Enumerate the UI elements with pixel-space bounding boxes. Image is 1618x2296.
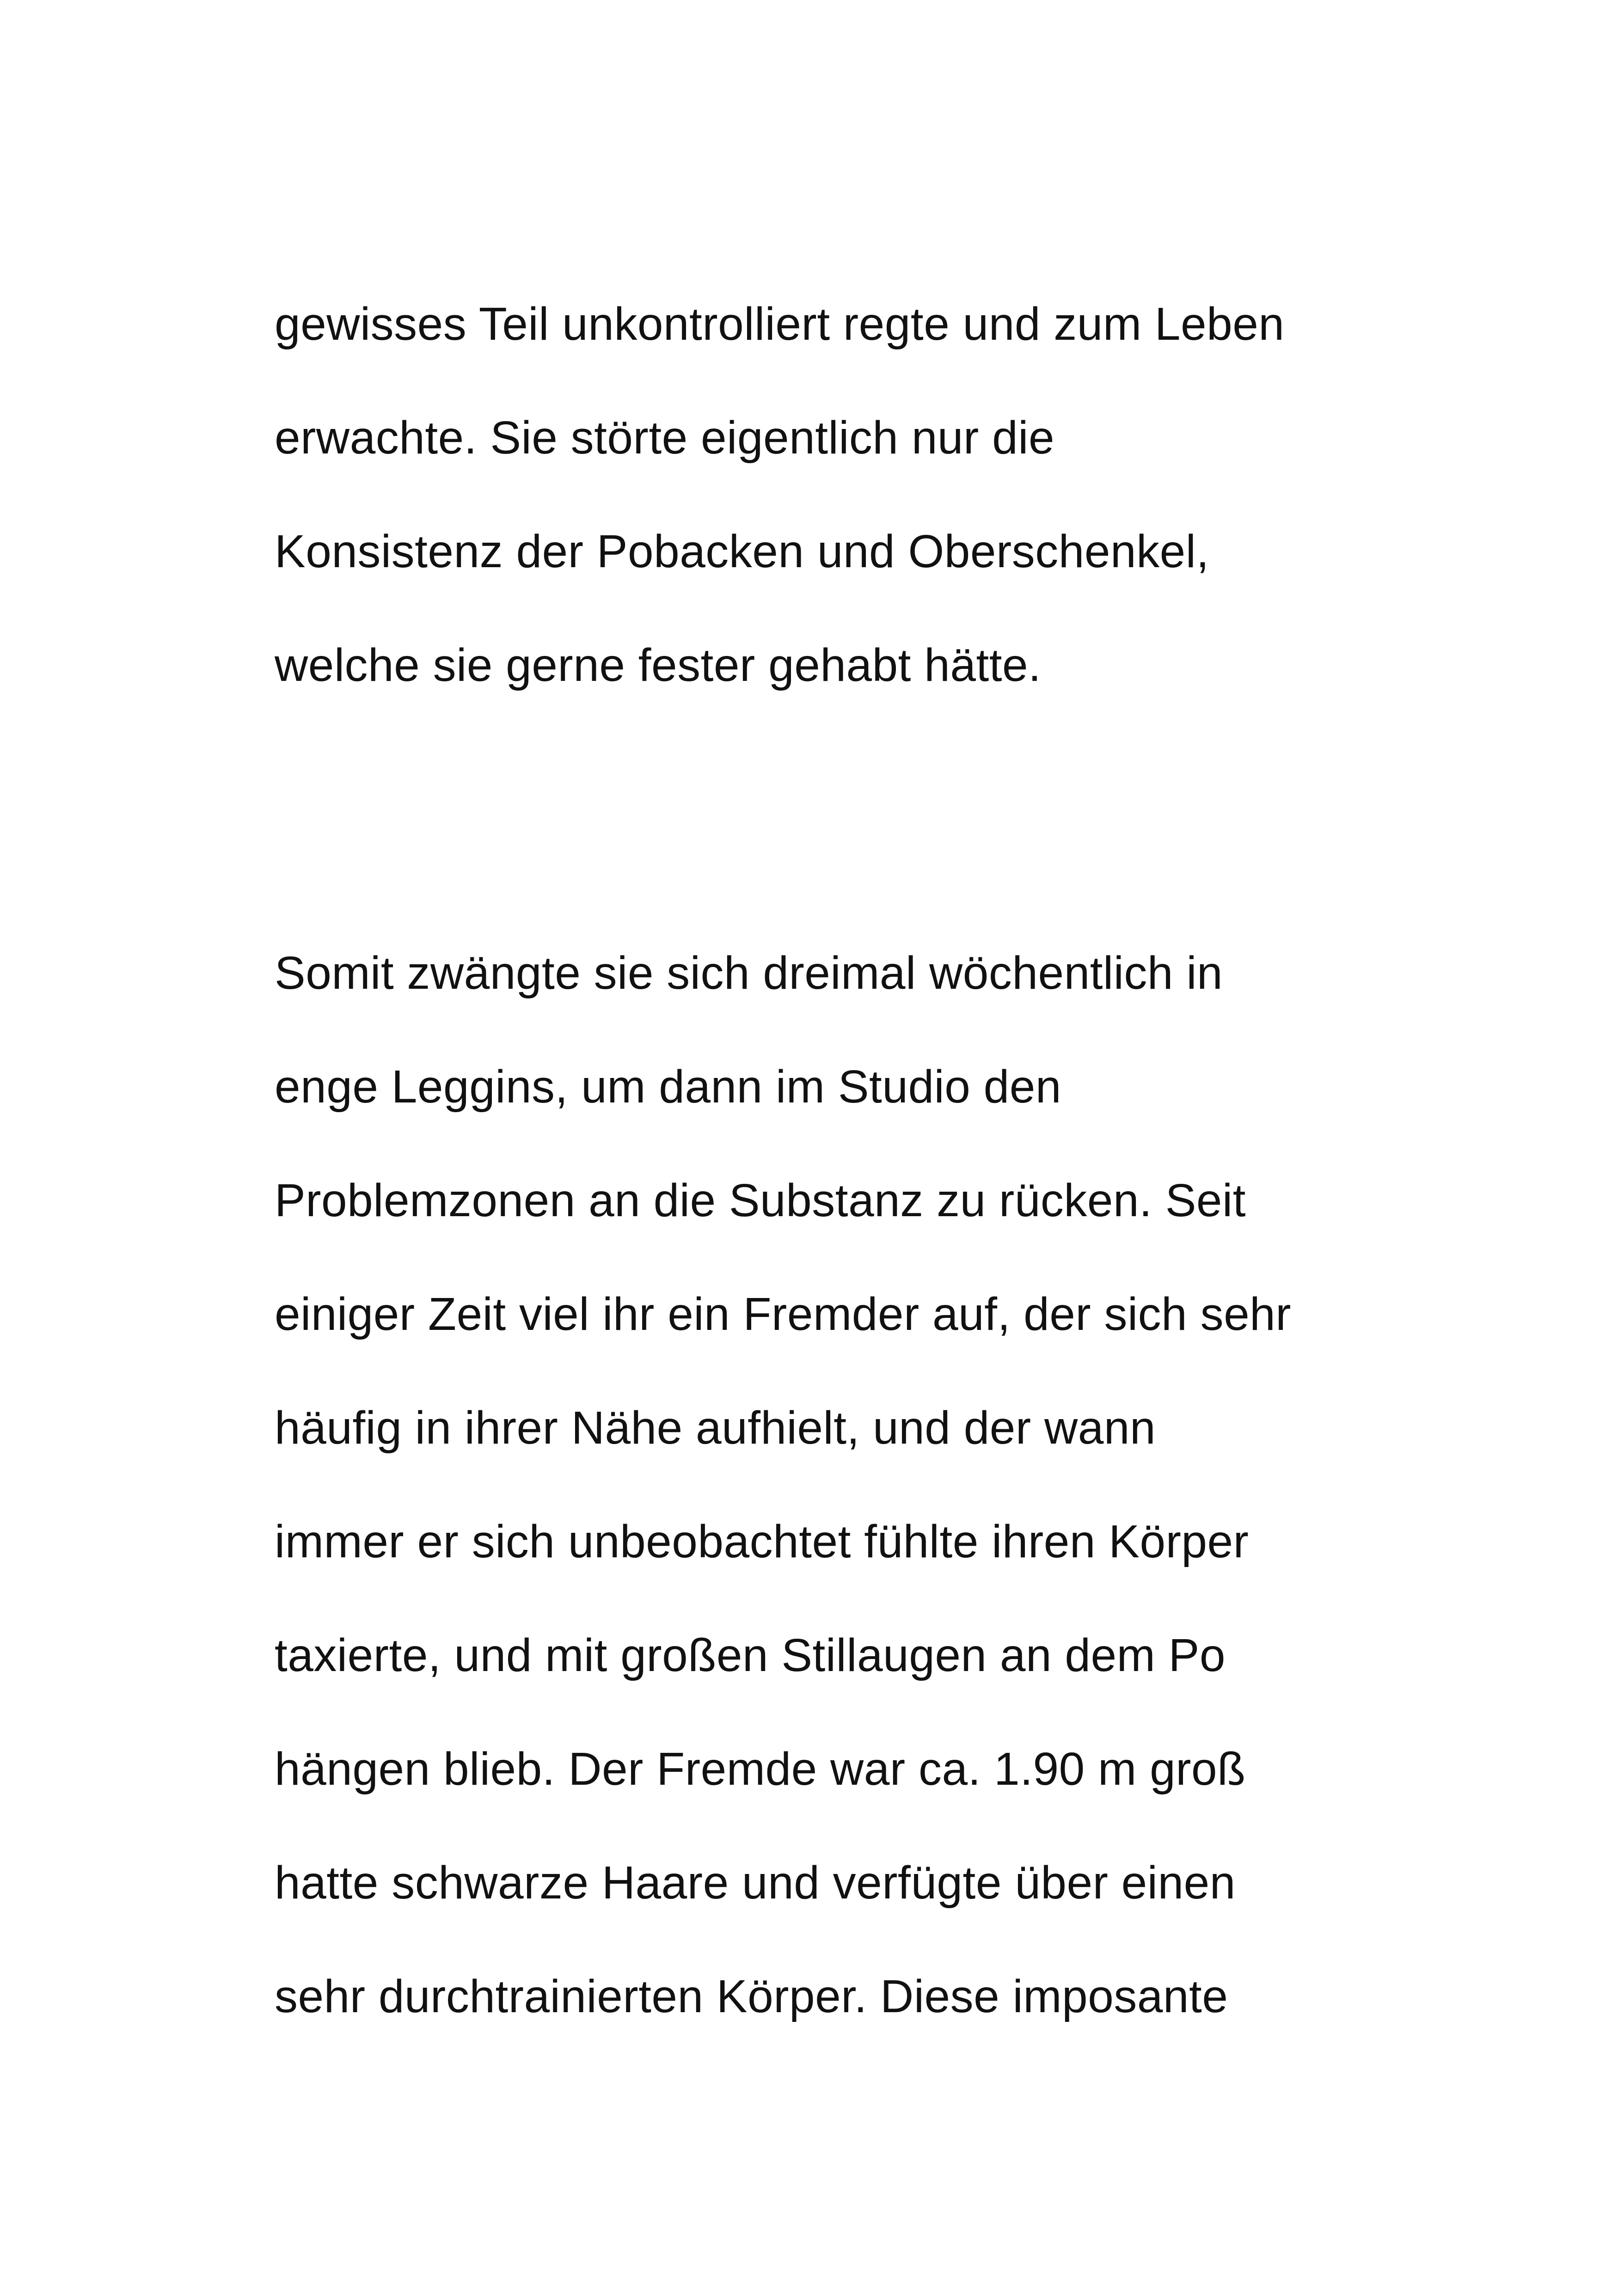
text-line: enge Leggins, um dann im Studio den	[275, 1061, 1062, 1113]
text-line: immer er sich unbeobachtet fühlte ihren Körper	[275, 1516, 1249, 1567]
paragraph-1	[275, 267, 1430, 722]
text-line: erwachte. Sie störte eigentlich nur die	[275, 412, 1055, 464]
text-line: einiger Zeit viel ihr ein Fremder auf, der sich sehr	[275, 1288, 1292, 1340]
text-line: Konsistenz der Pobacken und Oberschenkel,	[275, 526, 1209, 577]
text-line: hängen blieb. Der Fremde war ca. 1.90 m groß	[275, 1743, 1246, 1795]
text-line: häufig in ihrer Nähe aufhielt, und der wann	[275, 1402, 1156, 1454]
text-line: sehr durchtrainierten Körper. Diese imposante	[275, 1971, 1228, 2022]
text-line: Somit zwängte sie sich dreimal wöchentlich in	[275, 947, 1223, 999]
text-line: hatte schwarze Haare und verfügte über einen	[275, 1857, 1236, 1909]
text-line: Problemzonen an die Substanz zu rücken. Seit	[275, 1175, 1246, 1226]
text-line: taxierte, und mit großen Stillaugen an dem Po	[275, 1629, 1226, 1681]
paragraph-2	[275, 916, 1430, 2053]
text-line: gewisses Teil unkontrolliert regte und zum Leben	[275, 298, 1285, 350]
text-line: welche sie gerne fester gehabt hätte.	[275, 639, 1042, 691]
